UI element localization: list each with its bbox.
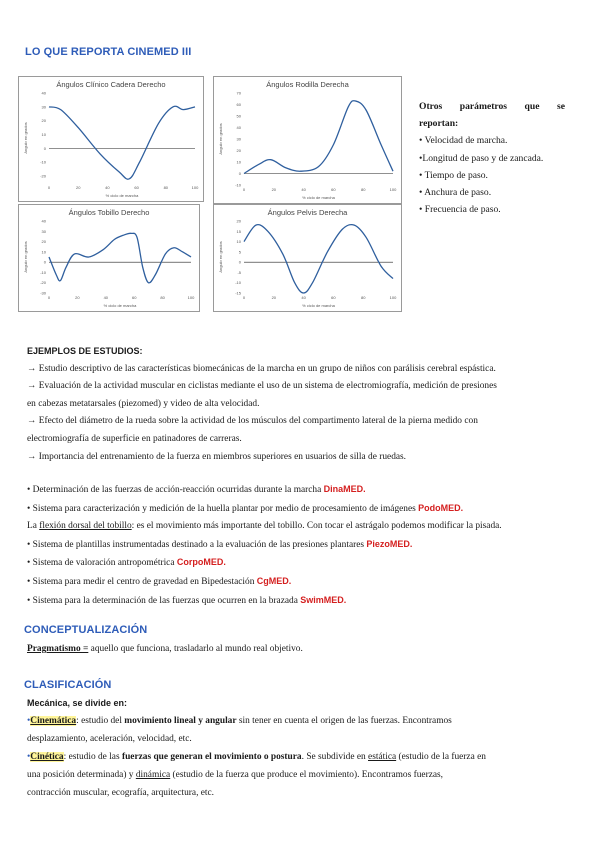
y-tick-label: 60	[236, 102, 241, 107]
x-axis-label: % ciclo de marcha	[302, 195, 335, 200]
y-axis-label: Angulo en grados	[218, 123, 223, 155]
other-params-title-2: reportan:	[419, 118, 459, 130]
x-tick-label: 0	[47, 295, 51, 300]
y-axis-label: Angulo en grados	[218, 241, 223, 273]
series-line	[244, 101, 393, 174]
example-item: → Evaluación de la actividad muscular en ciclistas mediante el uso de un sistema de electromiografía, medición de presiones	[27, 381, 497, 392]
x-tick-label: 80	[360, 295, 366, 300]
note-rest: : es el movimiento más importante del tobillo. Con tocar el astrágalo podemos modificar la pisada.	[131, 521, 502, 532]
examples-block	[27, 343, 592, 466]
concept-block	[27, 641, 592, 659]
concept-definition	[27, 641, 592, 659]
x-tick-label: 40	[105, 185, 110, 190]
bullet: •	[27, 752, 31, 762]
concept-def: aquello que funciona, trasladarlo al mundo real objetivo.	[88, 644, 303, 654]
examples-title: EJEMPLOS DE ESTUDIOS:	[27, 346, 143, 356]
x-tick-label: 100	[389, 295, 397, 300]
y-tick-label: -10	[235, 280, 241, 286]
y-tick-label: 0	[43, 145, 46, 151]
x-axis-label: % ciclo de marcha	[302, 303, 335, 308]
param-item: • Frecuencia de paso.	[419, 204, 501, 216]
system-item-piezomed	[27, 536, 592, 555]
y-tick-label: 5	[238, 249, 241, 255]
x-tick-label: 100	[187, 295, 195, 300]
system-item-swimmed	[27, 592, 592, 611]
y-tick-label: 10	[41, 132, 46, 138]
example-item: → Estudio descriptivo de las características biomecánicas de la marcha en un grupo de niños con parálisis cerebral espástica.	[27, 363, 496, 374]
example-item: → Importancia del entrenamiento de la fuerza en miembros superiores en usuarios de silla de ruedas.	[27, 451, 407, 462]
x-tick-label: 80	[160, 295, 165, 300]
x-tick-label: 60	[331, 295, 336, 300]
y-tick-label: 30	[41, 228, 46, 234]
chart-title: Ángulos Clínico Cadera Derecho	[56, 80, 166, 89]
text: : estudio del	[76, 716, 125, 726]
term-static: estática	[368, 752, 397, 762]
y-tick-label: 10	[236, 239, 241, 245]
cinematica-term: Cinemática	[30, 716, 77, 726]
y-tick-label: -10	[40, 159, 46, 165]
system-text: • Sistema para medir el centro de gravedad en Bipedestación	[27, 576, 257, 587]
concept-term: Pragmatismo	[27, 644, 83, 654]
systems-block	[27, 481, 592, 610]
chart-title: Ángulos Tobillo Derecho	[68, 208, 150, 217]
y-tick-label: -15	[235, 290, 241, 296]
classification-title: CLASIFICACIÓN	[24, 679, 112, 691]
y-tick-label: 20	[236, 148, 241, 153]
system-name: CgMED.	[256, 575, 292, 586]
chart-hip-svg	[19, 77, 203, 201]
concept-title: CONCEPTUALIZACIÓN	[24, 624, 148, 636]
series-line	[49, 233, 191, 283]
bullet: •	[27, 716, 31, 726]
y-tick-label: 40	[236, 125, 241, 130]
series-line	[244, 225, 393, 293]
y-tick-label: -10	[235, 182, 241, 188]
text: : estudio de las	[63, 752, 122, 762]
system-name: DinaMED.	[323, 484, 366, 494]
x-tick-label: 0	[242, 187, 246, 192]
chart-pelvis	[213, 204, 402, 312]
text: . Se subdivide en	[301, 752, 369, 762]
chart-title: Ángulos Rodilla Derecha	[266, 80, 349, 89]
series-line	[49, 106, 195, 179]
cinetica-line-3: contracción muscular, ecografía, arquitectura, etc.	[27, 788, 215, 798]
y-tick-label: 30	[41, 104, 46, 110]
system-text: • Sistema de valoración antropométrica	[27, 558, 177, 569]
y-tick-label: -20	[40, 280, 46, 286]
y-tick-label: -5	[237, 269, 241, 275]
param-item: •Longitud de paso y de zancada.	[419, 152, 544, 164]
param-item: • Velocidad de marcha.	[419, 135, 508, 147]
text: (estudio de la fuerza en	[396, 752, 486, 762]
note-term: flexión dorsal del tobillo	[39, 521, 132, 532]
y-tick-label: 20	[236, 218, 241, 224]
y-tick-label: 10	[41, 249, 46, 255]
system-text: • Sistema para la determinación de las fuerzas que ocurren en la brazada	[27, 595, 301, 606]
example-item: → Efecto del diámetro de la rueda sobre la actividad de los músculos del compartimento lateral de la pierna medido con	[27, 416, 478, 427]
system-text: • Sistema de plantillas instrumentadas destinado a la evaluación de las presiones plantares	[27, 539, 367, 550]
x-tick-label: 20	[75, 295, 80, 300]
x-tick-label: 60	[131, 295, 137, 300]
other-params-title: Otros parámetros que se	[419, 101, 565, 112]
y-tick-label: 10	[236, 159, 241, 165]
system-name: CorpoMED.	[176, 557, 226, 568]
chart-knee	[213, 76, 402, 204]
x-axis-label: % ciclo de marcha	[103, 303, 137, 308]
x-tick-label: 20	[75, 185, 81, 190]
term-dynamic: dinámica	[135, 770, 171, 780]
system-item-podomed	[27, 500, 592, 519]
chart-ankle-svg	[19, 205, 199, 311]
y-tick-label: 0	[238, 259, 241, 265]
y-tick-label: -30	[40, 290, 46, 296]
cinematica-line-2: desplazamiento, aceleración, velocidad, etc.	[27, 734, 192, 744]
x-tick-label: 40	[301, 187, 306, 192]
x-tick-label: 80	[163, 185, 169, 190]
y-tick-label: 40	[41, 218, 46, 224]
x-tick-label: 40	[301, 295, 306, 300]
text: sin tener en cuenta el origen de las fuerzas. Encontramos	[236, 716, 452, 726]
x-tick-label: 0	[242, 295, 246, 300]
system-text: • Sistema para caracterización y medición de la huella plantar por medio de procesamiento de imágenes	[27, 503, 419, 514]
y-axis-label: Angulo en grados	[23, 122, 28, 154]
param-item: • Tiempo de paso.	[419, 169, 488, 181]
text-bold: fuerzas que generan el movimiento o postura	[121, 752, 302, 762]
y-tick-label: 15	[236, 228, 241, 234]
system-item-corpomed	[27, 554, 592, 573]
cinetica-term: Cinética	[30, 752, 64, 762]
x-tick-label: 20	[271, 187, 277, 192]
chart-pelvis-svg	[214, 205, 401, 311]
y-axis-label: Angulo en grados	[23, 241, 28, 273]
y-tick-label: 20	[41, 239, 46, 245]
chart-knee-svg	[214, 77, 401, 203]
chart-hip	[18, 76, 204, 202]
classification-intro: Mecánica, se divide en:	[27, 698, 128, 708]
y-tick-label: 30	[236, 136, 241, 142]
y-tick-label: 70	[236, 90, 241, 96]
system-item-dinamed	[27, 481, 592, 500]
chart-ankle	[18, 204, 200, 312]
chart-title: Ángulos Pelvis Derecha	[267, 208, 348, 217]
example-item: en cabezas metatarsales (piezomed) y video de alta velocidad.	[27, 398, 260, 409]
y-tick-label: 50	[236, 113, 241, 119]
cinetica-line-2	[27, 766, 592, 784]
classification-block	[27, 694, 592, 802]
text: una posición determinada) y	[27, 770, 136, 780]
x-tick-label: 20	[271, 295, 277, 300]
x-tick-label: 60	[331, 187, 336, 192]
y-tick-label: -10	[40, 269, 46, 275]
param-item: • Anchura de paso.	[419, 187, 492, 199]
text: (estudio de la fuerza que produce el movimiento). Encontramos fuerzas,	[170, 770, 444, 780]
system-text: • Determinación de las fuerzas de acción-reacción ocurridas durante la marcha	[27, 485, 324, 495]
system-item-cgmed	[27, 573, 592, 592]
section-title-cinemed: LO QUE REPORTA CINEMED III	[25, 46, 192, 58]
y-tick-label: 20	[41, 118, 46, 124]
y-tick-label: 40	[41, 90, 46, 96]
x-tick-label: 80	[360, 187, 366, 192]
system-name: PiezoMED.	[366, 538, 413, 549]
system-name: SwimMED.	[300, 594, 347, 605]
concept-eq: =	[82, 644, 89, 654]
text-bold: movimiento lineal y angular	[124, 716, 237, 726]
y-tick-label: -20	[40, 173, 46, 179]
x-tick-label: 100	[191, 185, 199, 190]
note-flexion	[27, 518, 592, 536]
x-tick-label: 40	[103, 295, 109, 300]
x-tick-label: 100	[389, 187, 397, 192]
system-name: PodoMED.	[418, 502, 464, 513]
other-params	[419, 98, 565, 218]
y-tick-label: 0	[43, 259, 46, 265]
cinematica-line	[27, 712, 592, 730]
y-tick-label: 0	[238, 171, 241, 176]
x-tick-label: 0	[47, 185, 51, 190]
example-item: electromiografía de superficie en patinadores de carreras.	[27, 433, 242, 444]
x-axis-label: % ciclo de marcha	[105, 193, 139, 198]
x-tick-label: 60	[134, 185, 139, 190]
cinetica-line	[27, 748, 592, 766]
note-pre: La	[27, 521, 40, 532]
